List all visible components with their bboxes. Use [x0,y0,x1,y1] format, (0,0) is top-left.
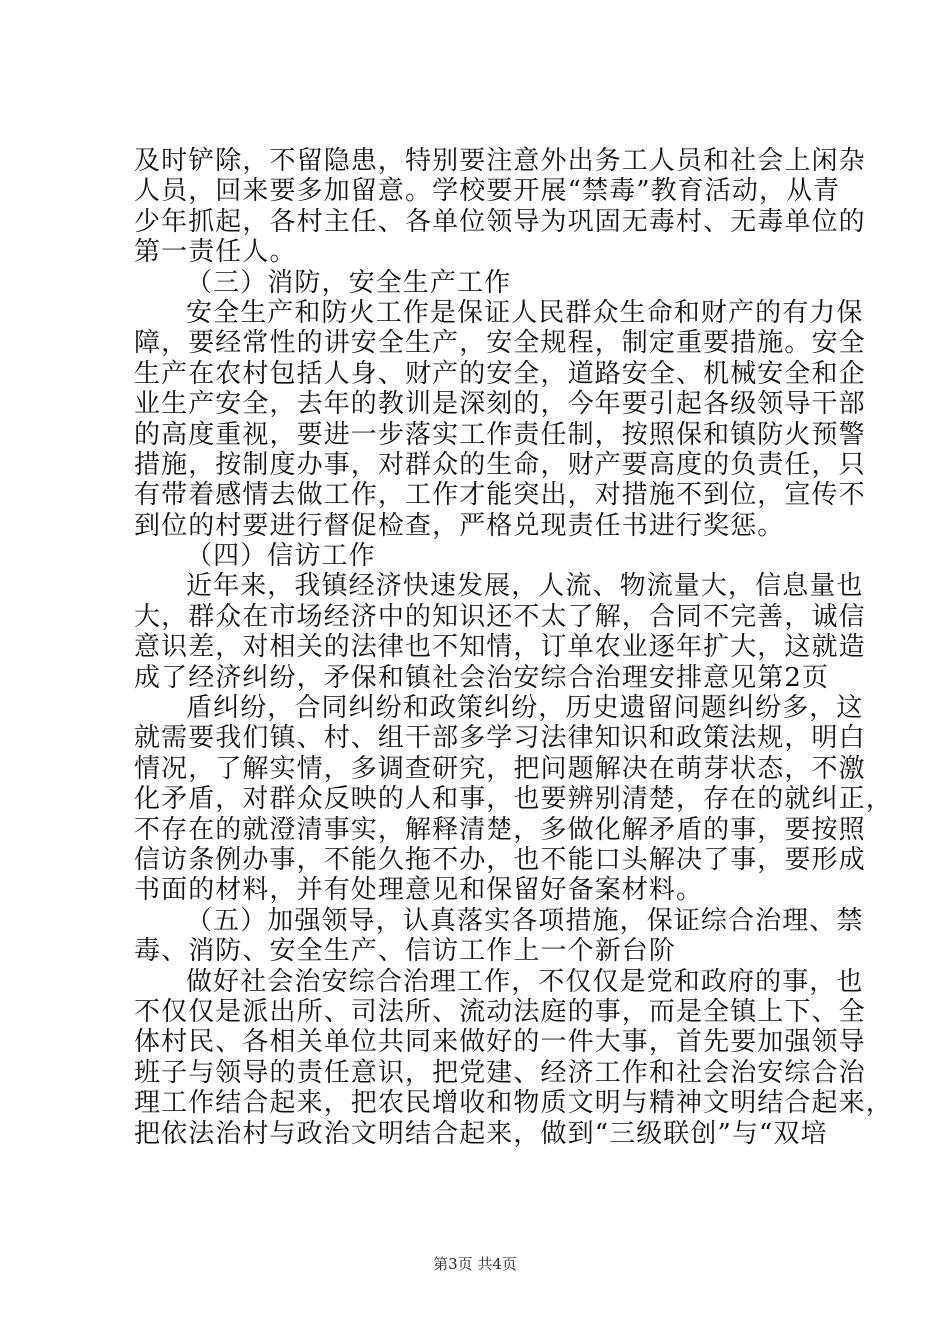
text-line: 到位的村要进行督促检查，严格兑现责任书进行奖惩。 [134,510,785,541]
section-heading: （五）加强领导，认真落实各项措施，保证综合治理、禁 [186,905,864,936]
text-line: 近年来，我镇经济快速发展，人流、物流量大，信息量也 [186,571,864,602]
text-line: 业生产安全，去年的教训是深刻的，今年要引起各级领导干部 [134,389,866,420]
section-heading: （三）消防，安全生产工作 [186,267,512,298]
text-line: 不存在的就澄清事实，解释清楚，多做化解矛盾的事，要按照 [134,814,866,845]
text-line: 书面的材料，并有处理意见和保留好备案材料。 [134,875,704,906]
text-line: 做好社会治安综合治理工作，不仅仅是党和政府的事，也 [186,966,864,997]
text-line: 信访条例办事，不能久拖不办，也不能口头解决了事，要形成 [134,844,866,875]
page-footer: 第3页 共4页 [433,1255,517,1273]
text-line: 情况，了解实情，多调查研究，把问题解决在萌芽状态，不激 [134,753,866,784]
text-line: 大，群众在市场经济中的知识还不太了解，合同不完善，诚信 [134,601,866,632]
text-line: 体村民、各相关单位共同来做好的一件大事，首先要加强领导 [134,1027,866,1058]
text-line: 化矛盾，对群众反映的人和事，也要辨别清楚，存在的就纠正， [134,784,893,815]
text-line: 的高度重视，要进一步落实工作责任制，按照保和镇防火预警 [134,419,866,450]
section-heading: 毒、消防、安全生产、信访工作上一个新台阶 [134,936,677,967]
text-line: 就需要我们镇、村、组干部多学习法律知识和政策法规，明白 [134,723,866,754]
text-line: 生产在农村包括人身、财产的安全，道路安全、机械安全和企 [134,358,866,389]
text-line: 少年抓起，各村主任、各单位领导为巩固无毒村、无毒单位的 [134,206,866,237]
text-line: 人员，回来要多加留意。学校要开展“禁毒”教育活动，从青 [134,176,841,207]
section-heading: （四）信访工作 [186,541,376,572]
text-line: 班子与领导的责任意识，把党建、经济工作和社会治安综合治 [134,1057,866,1088]
text-line: 安全生产和防火工作是保证人民群众生命和财产的有力保 [186,297,864,328]
text-line: 意识差，对相关的法律也不知情，订单农业逐年扩大，这就造 [134,632,866,663]
text-line: 把依法治村与政治文明结合起来，做到“三级联创”与“双培 [134,1118,828,1149]
body-text [134,146,893,1149]
text-line: 盾纠纷，合同纠纷和政策纠纷，历史遗留问题纠纷多，这 [186,693,864,724]
text-line: 理工作结合起来，把农民增收和物质文明与精神文明结合起来， [134,1088,893,1119]
text-line: 及时铲除，不留隐患，特别要注意外出务工人员和社会上闲杂 [134,146,866,176]
text-line: 不仅仅是派出所、司法所、流动法庭的事，而是全镇上下、全 [134,996,866,1027]
text-line: 障，要经常性的讲安全生产，安全规程，制定重要措施。安全 [134,328,866,359]
text-line: 有带着感情去做工作，工作才能突出，对措施不到位，宣传不 [134,480,866,511]
text-line: 措施，按制度办事，对群众的生命，财产要高度的负责任，只 [134,449,866,480]
text-line: 第一责任人。 [134,237,297,268]
text-line: 成了经济纠纷，矛保和镇社会治安综合治理安排意见第2页 [134,662,830,693]
